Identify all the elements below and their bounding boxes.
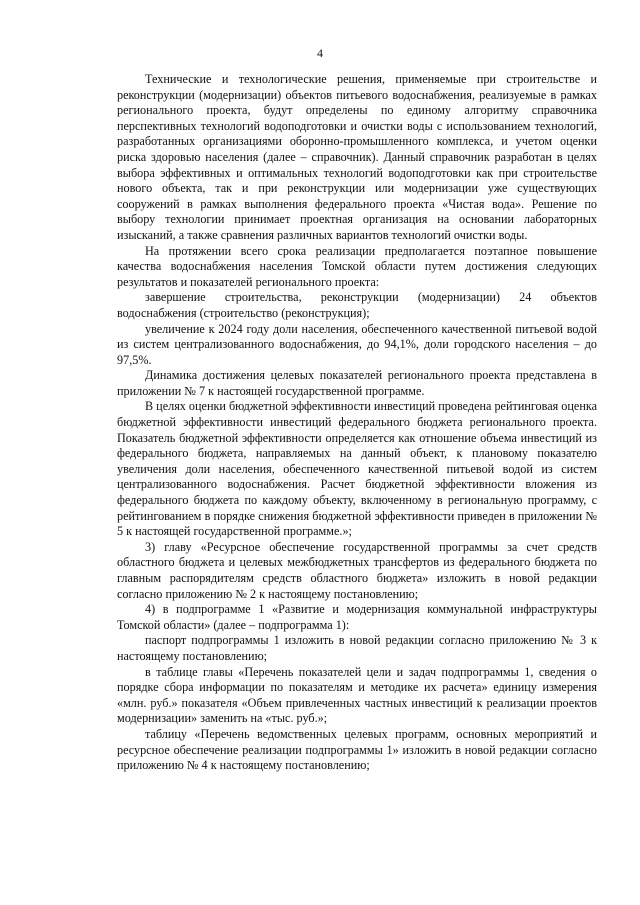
document-body xyxy=(117,72,597,774)
paragraph-subprogram-passport: паспорт подпрограммы 1 изложить в новой редакции согласно приложению № 3 к настоящему постановлению; xyxy=(117,633,597,663)
paragraph-item-3-resources: 3) главу «Ресурсное обеспечение государственной программы за счет средств областного бюджета и целевых межбюджетных трансфертов из федерального бюджета по главным распорядителям средств областного бюджета» изложить в новой редакции согласно приложению № 2 к настоящему постановлению; xyxy=(117,539,597,601)
paragraph-indicators-dynamics: Динамика достижения целевых показателей регионального проекта представлена в приложении № 7 к настоящей государственной программе. xyxy=(117,368,597,398)
paragraph-quality-improvement: На протяжении всего срока реализации предполагается поэтапное повышение качества водоснабжения населения Томской области путем достижения следующих результатов и показателей регионального проекта: xyxy=(117,243,597,289)
page-number: 4 xyxy=(317,46,323,60)
paragraph-indicators-table: в таблице главы «Перечень показателей цели и задач подпрограммы 1, сведения о порядке сбора информации по показателям и методике их расчета» единицу измерения «млн. руб.» показателя «Объем привлеченных частных инвестиций к реализации проектов модернизации» заменить на «тыс. руб.»; xyxy=(117,664,597,726)
paragraph-technology-solutions: Технические и технологические решения, применяемые при строительстве и реконструкции (модернизации) объектов питьевого водоснабжения, реализуемые в рамках регионального проекта, будут определены по единому алгоритму справочника перспективных технологий водоподготовки и очистки воды с использованием технологий, разработанных организациями оборонно-промышленного комплекса, и учетом оценки риска здоровью населения (далее – справочник). Данный справочник разработан в целях выбора эффективных и оптимальных технологий водоподготовки как при строительстве нового объекта, так и при реконструкции или модернизации уже существующих сооружений в рамках выполнения федерального проекта «Чистая вода». Решение по выбору технологии принимает проектная организация на основании лабораторных изысканий, а также сравнения различных вариантов технологий очистки воды. xyxy=(117,72,597,242)
paragraph-programs-table: таблицу «Перечень ведомственных целевых программ, основных мероприятий и ресурсное обеспечение реализации подпрограммы 1» изложить в новой редакции согласно приложению № 4 к настоящему постановлению; xyxy=(117,726,597,773)
paragraph-item-4-subprogram: 4) в подпрограмме 1 «Развитие и модернизация коммунальной инфраструктуры Томской области» (далее – подпрограмма 1): xyxy=(117,602,597,632)
paragraph-population-share: увеличение к 2024 году доли населения, обеспеченного качественной питьевой водой из систем централизованного водоснабжения, до 94,1%, доли городского населения – до 97,5%. xyxy=(117,321,597,367)
paragraph-construction-objects: завершение строительства, реконструкции (модернизации) 24 объектов водоснабжения (строительство (реконструкция); xyxy=(117,290,597,320)
paragraph-budget-efficiency: В целях оценки бюджетной эффективности инвестиций проведена рейтинговая оценка бюджетной эффективности инвестиций федерального бюджета регионального проекта. Показатель бюджетной эффективности определяется как отношение объема инвестиций из федерального бюджета, направляемых на данный объект, к плановому показателю увеличения доли населения, обеспеченного качественной питьевой водой из систем централизованного водоснабжения. Расчет бюджетной эффективности вложения из федерального бюджета по каждому объекту, включенному в региональную программу, с рейтингованием в порядке снижения бюджетной эффективности приведен в приложении № 5 к настоящей государственной программе.»; xyxy=(117,399,597,539)
